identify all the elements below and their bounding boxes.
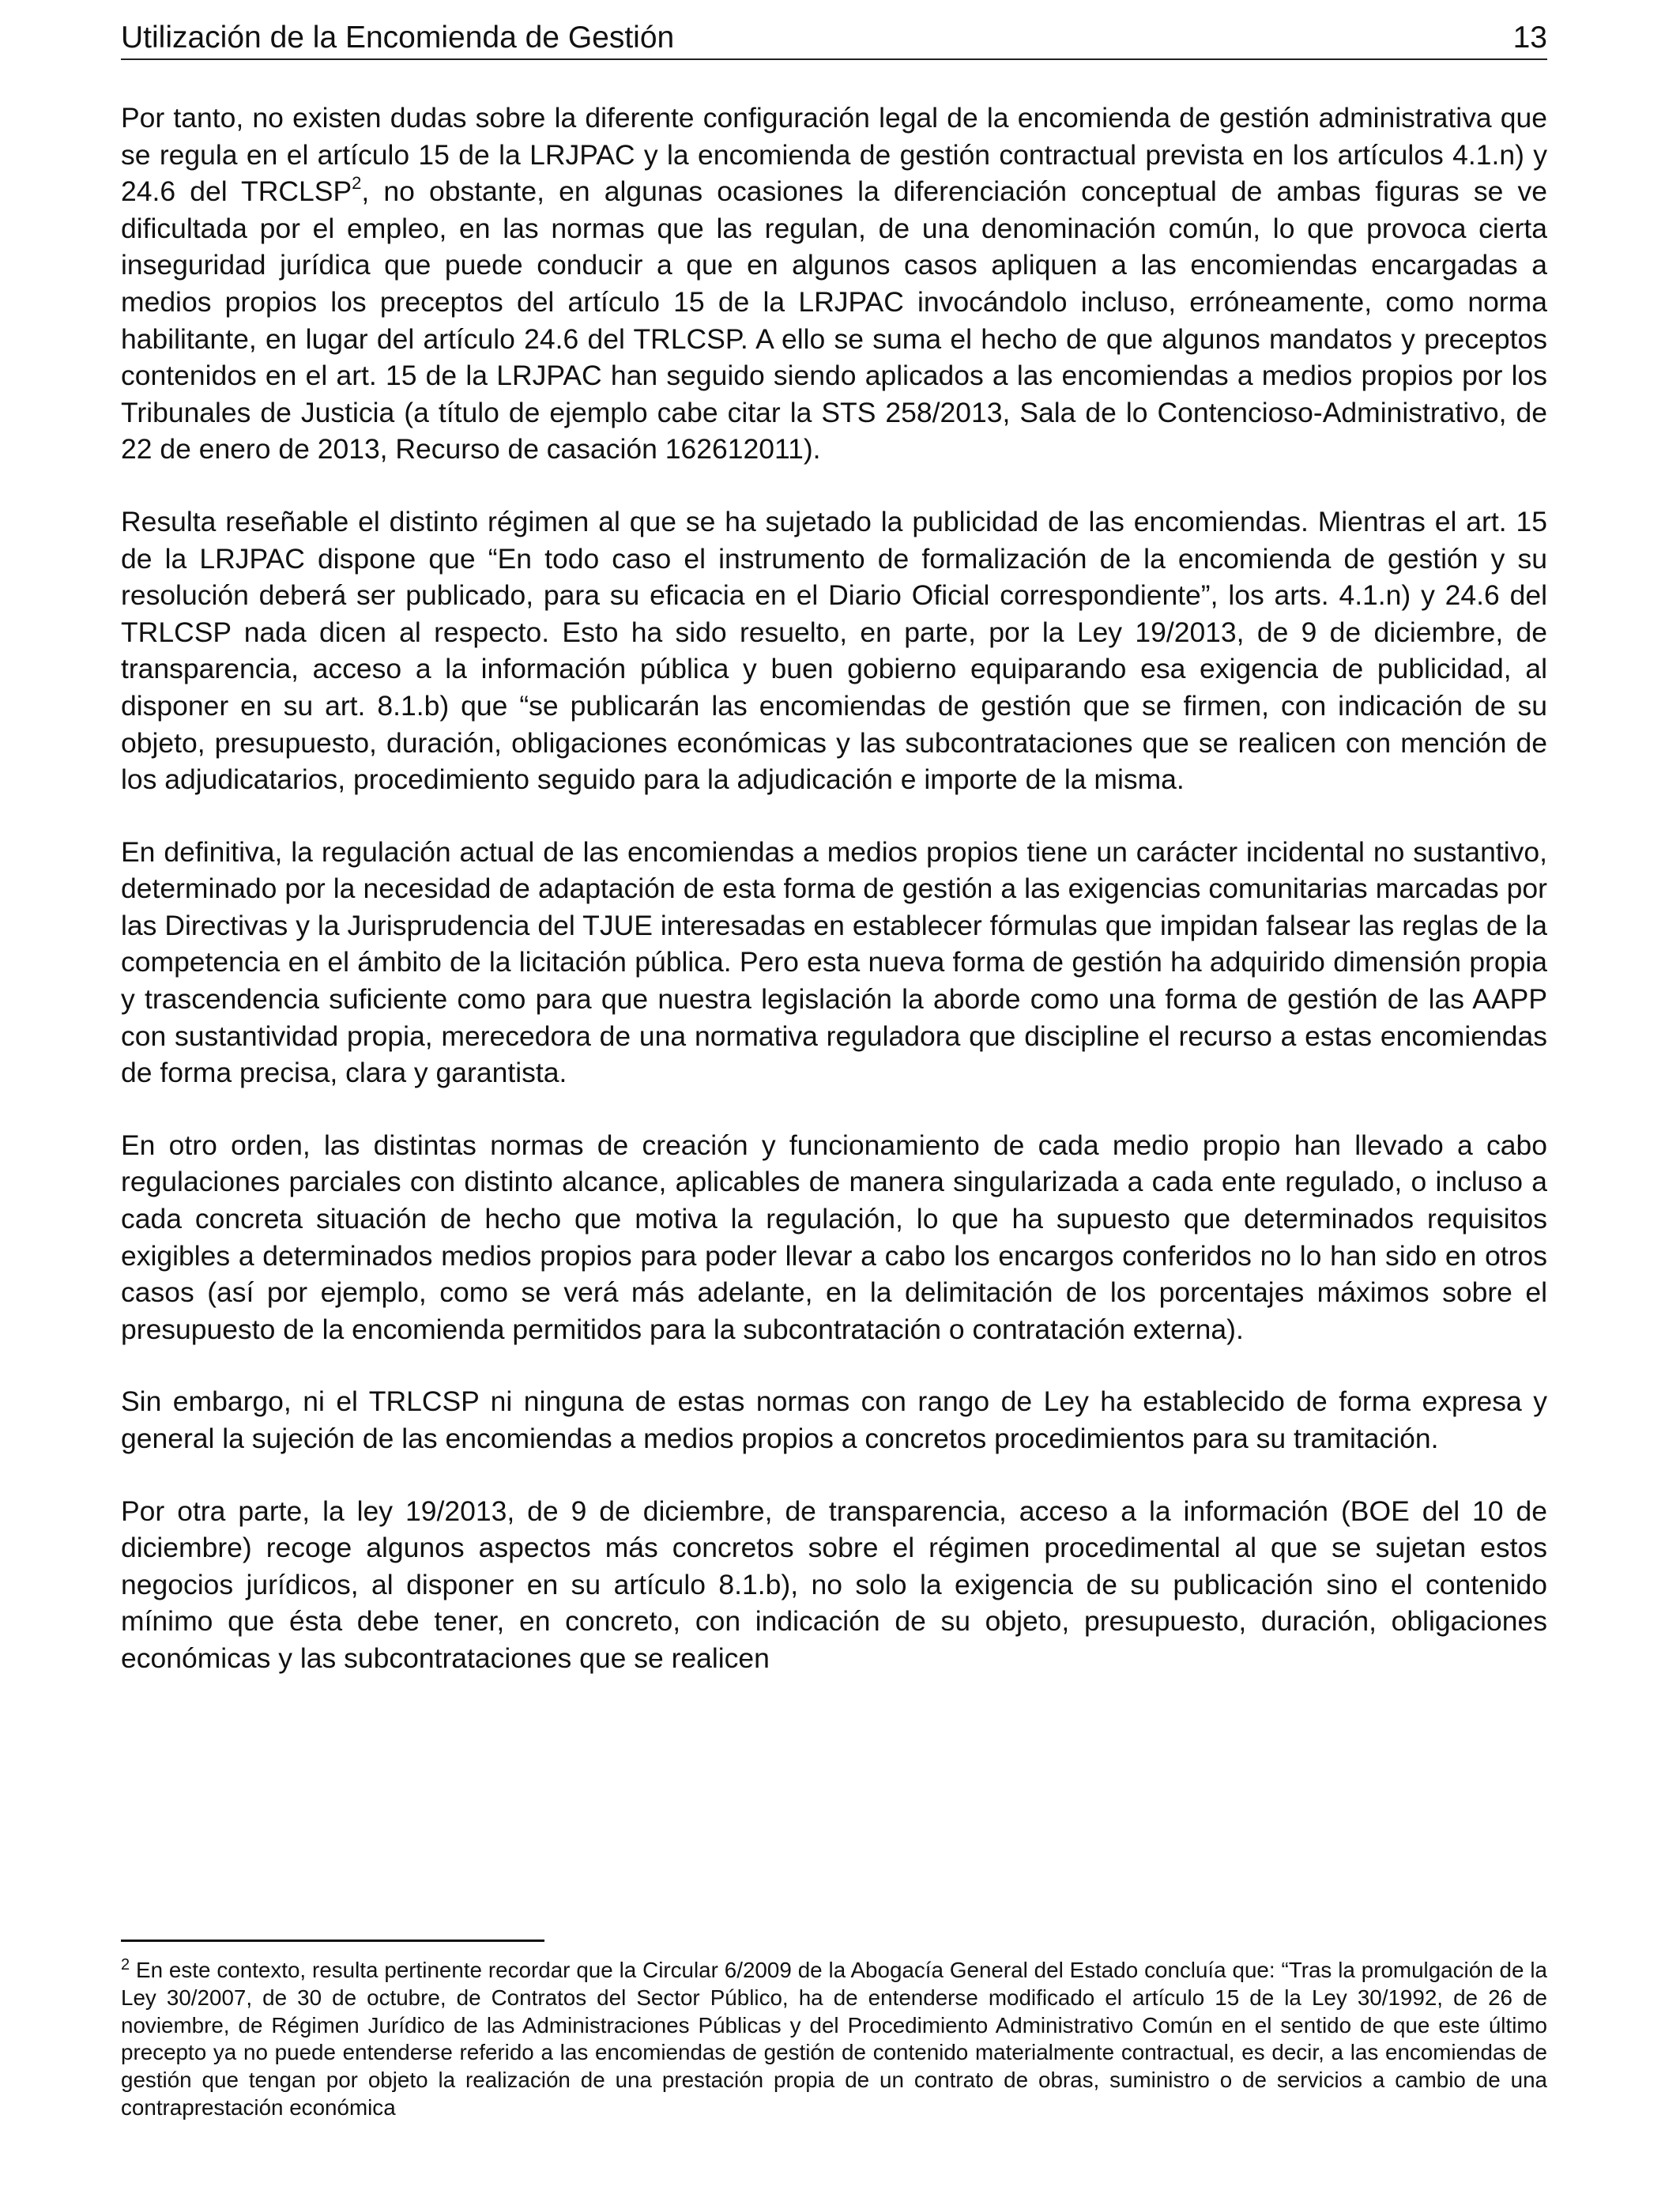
document-body <box>121 100 1547 1713</box>
footnote-separator <box>121 1940 544 1942</box>
footnote-reference-2[interactable]: 2 <box>352 173 362 194</box>
paragraph-5: Sin embargo, ni el TRLCSP ni ninguna de estas normas con rango de Ley ha establecido de forma expresa y general la sujeción de las encomiendas a medios propios a concretos procedimientos para su tramitación. <box>121 1385 1547 1454</box>
page-header <box>121 17 1547 60</box>
paragraph-1-text-a: Por tanto, no existen dudas sobre la diferente configuración legal de la encomienda de gestión administrativa que se regula en el artículo 15 de la LRJPAC y la encomienda de gestión contractual prevista en los artículos 4.1.n) y 24.6 del TRCLSP <box>121 102 1547 208</box>
page-number: 13 <box>1512 21 1547 55</box>
paragraph-2: Resulta reseñable el distinto régimen al que se ha sujetado la publicidad de las encomiendas. Mientras el art. 15 de la LRJPAC dispone que “En todo caso el instrumento de formalización de la encomienda de gestión y su resolución deberá ser publicado, para su eficacia en el Diario Oficial correspondiente”, los arts. 4.1.n) y 24.6 del TRLCSP nada dicen al respecto. Esto ha sido resuelto, en parte, por la Ley 19/2013, de 9 de diciembre, de transparencia, acceso a la información pública y buen gobierno equiparando esa exigencia de publicidad, al disponer en su art. 8.1.b) que “se publicarán las encomiendas de gestión que se firmen, con indicación de su objeto, presupuesto, duración, obligaciones económicas y las subcontrataciones que se realicen con mención de los adjudicatarios, procedimiento seguido para la adjudicación e importe de la misma. <box>121 505 1547 796</box>
paragraph-3: En definitiva, la regulación actual de las encomiendas a medios propios tiene un carácter incidental no sustantivo, determinado por la necesidad de adaptación de esta forma de gestión a las exigencias comunitarias marcadas por las Directivas y la Jurisprudencia del TJUE interesadas en establecer fórmulas que impidan falsear las reglas de la competencia en el ámbito de la licitación pública. Pero esta nueva forma de gestión ha adquirido dimensión propia y trascendencia suficiente como para que nuestra legislación la aborde como una forma de gestión de las AAPP con sustantividad propia, merecedora de una normativa reguladora que discipline el recurso a estas encomiendas de forma precisa, clara y garantista. <box>121 835 1547 1089</box>
paragraph-4: En otro orden, las distintas normas de creación y funcionamiento de cada medio propio han llevado a cabo regulaciones parciales con distinto alcance, aplicables de manera singularizada a cada ente regulado, o incluso a cada concreta situación de hecho que motiva la regulación, lo que ha supuesto que determinados requisitos exigibles a determinados medios propios para poder llevar a cabo los encargos conferidos no lo han sido en otros casos (así por ejemplo, como se verá más adelante, en la delimitación de los porcentajes máximos sobre el presupuesto de la encomienda permitidos para la subcontratación o contratación externa). <box>121 1129 1547 1345</box>
paragraph-1 <box>121 100 1547 468</box>
footnote-marker: 2 <box>121 1956 130 1973</box>
footnote-2 <box>121 1957 1547 2122</box>
paragraph-6: Por otra parte, la ley 19/2013, de 9 de diciembre, de transparencia, acceso a la información (BOE del 10 de diciembre) recoge algunos aspectos más concretos sobre el régimen procedimental al que se sujetan estos negocios jurídicos, al disponer en su artículo 8.1.b), no solo la exigencia de su publicación sino el contenido mínimo que ésta debe tener, en concreto, con indicación de su objeto, presupuesto, duración, obligaciones económicas y las subcontrataciones que se realicen <box>121 1495 1547 1674</box>
header-title: Utilización de la Encomienda de Gestión <box>121 21 675 55</box>
footnote-text: En este contexto, resulta pertinente recordar que la Circular 6/2009 de la Abogacía General del Estado concluía que: “Tras la promulgación de la Ley 30/2007, de 30 de octubre, de Contratos del Sector Público, ha de entenderse modificado el artículo 15 de la Ley 30/1992, de 26 de noviembre, de Régimen Jurídico de las Administraciones Públicas y del Procedimiento Administrativo Común en el sentido de que este último precepto ya no puede entenderse referido a las encomiendas de gestión de contenido materialmente contractual, es decir, a las encomiendas de gestión que tengan por objeto la realización de una prestación propia de un contrato de obras, suministro o de servicios a cambio de una contraprestación económica <box>121 1958 1547 2120</box>
paragraph-1-text-b: , no obstante, en algunas ocasiones la diferenciación conceptual de ambas figuras se ve dificultada por el empleo, en las normas que las regulan, de una denominación común, lo que provoca cierta inseguridad jurídica que puede conducir a que en algunos casos apliquen a las encomiendas encargadas a medios propios los preceptos del artículo 15 de la LRJPAC invocándolo incluso, erróneamente, como norma habilitante, en lugar del artículo 24.6 del TRLCSP. A ello se suma el hecho de que algunos mandatos y preceptos contenidos en el art. 15 de la LRJPAC han seguido siendo aplicados a las encomiendas a medios propios por los Tribunales de Justicia (a título de ejemplo cabe citar la STS 258/2013, Sala de lo Contencioso-Administrativo, de 22 de enero de 2013, Recurso de casación 162612011). <box>121 175 1547 466</box>
